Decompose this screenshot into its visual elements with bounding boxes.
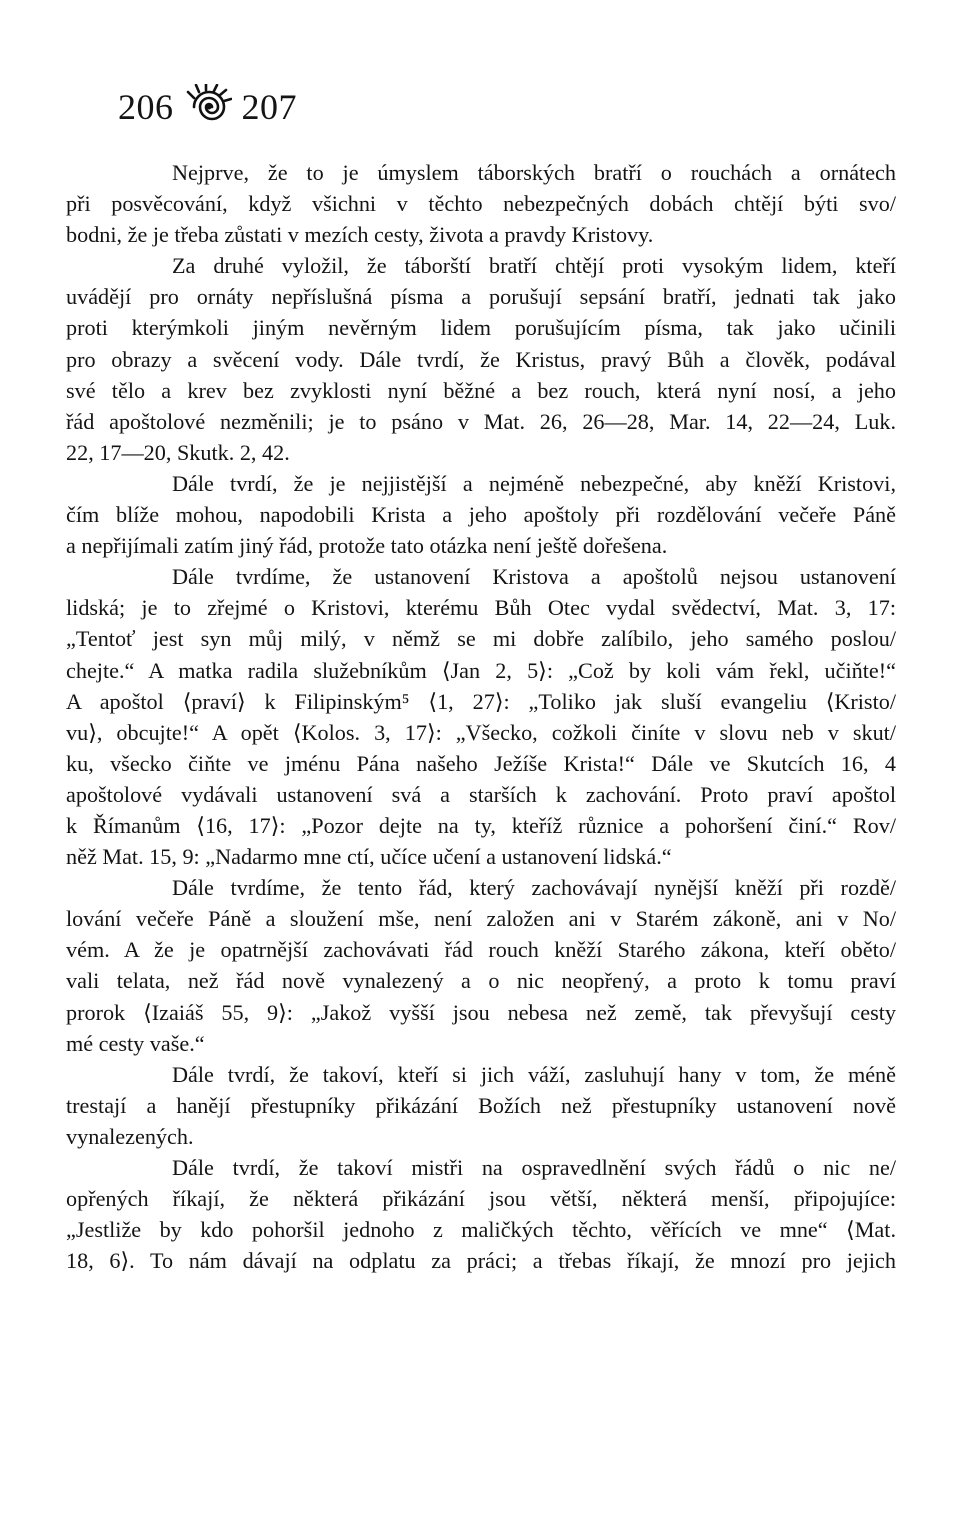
text-line: bodni, že je třeba zůstati v mezích cesty, života a pravdy Kristovy. — [66, 222, 654, 248]
text-line: Dále tvrdí, že takoví mistři na ospravedlnění svých řádů o nic ne/ — [172, 1155, 896, 1180]
text-line: opřených říkají, že některá přikázání jsou větší, některá menší, připojujíce: — [66, 1186, 896, 1212]
text-line: chejte.“ A matka radila služebníkům ⟨Jan 2, 5⟩: „Což by koli vám řekl, učiňte!“ — [66, 657, 896, 683]
text-line: apoštolové vydávali ustanovení svá a starších k zachování. Proto praví apoštol — [66, 781, 896, 807]
page-number-left: 206 — [118, 87, 174, 127]
text-line: uvádějí pro ornáty nepříslušná písma a porušují sepsání bratří, jednati tak jako — [66, 284, 896, 310]
text-line: A apoštol ⟨praví⟩ k Filipinským⁵ ⟨1, 27⟩: „Toliko jak sluší evangeliu ⟨Kristo/ — [66, 688, 896, 714]
text-line: Nejprve, že to je úmyslem táborských bratří o rouchách a ornátech — [172, 160, 896, 185]
text-line: vali telata, než řád nově vynalezený a o nic neopřený, a proto k tomu praví — [66, 968, 896, 994]
page-header — [118, 82, 297, 132]
text-line: vynalezených. — [66, 1123, 194, 1149]
text-line: lování večeře Páně a sloužení mše, není založen ani v Starém zákoně, ani v No/ — [66, 906, 896, 932]
text-line: „Jestliže by kdo pohoršil jednoho z maličkých těchto, věřících ve mne“ ⟨Mat. — [66, 1217, 896, 1243]
body-text — [66, 157, 896, 1276]
text-line: trestají a hanějí přestupníky přikázání Božích než přestupníky ustanovení nově — [66, 1092, 896, 1118]
text-line: řád apoštolové nezměnili; je to psáno v Mat. 26, 26—28, Mar. 14, 22—24, Luk. — [66, 408, 896, 434]
text-line: vu⟩, obcujte!“ A opět ⟨Kolos. 3, 17⟩: „Všecko, cožkoli činíte v slovu neb v skut/ — [66, 719, 896, 745]
text-line: Dále tvrdí, že takoví, kteří si jich váží, zasluhují hany v tom, že méně — [172, 1061, 896, 1087]
text-line: 22, 17—20, Skutk. 2, 42. — [66, 439, 290, 465]
text-line: k Římanům ⟨16, 17⟩: „Pozor dejte na ty, kteříž různice a pohoršení činí.“ Rov/ — [66, 812, 896, 838]
text-line: lidská; je to zřejmé o Kristovi, kterému Bůh Otec vydal svědectví, Mat. 3, 17: — [66, 595, 896, 621]
text-line: vém. A že je opatrnější zachovávati řád rouch kněží Starého zákona, kteří oběto/ — [66, 937, 896, 963]
text-line: „Tentoť jest syn můj milý, v němž se mi dobře zalíbilo, jeho samého poslou/ — [66, 626, 896, 652]
text-line: Dále tvrdí, že je nejjistější a nejméně nebezpečné, aby kněží Kristovi, — [172, 470, 896, 496]
text-line: pro obrazy a svěcení vody. Dále tvrdí, že Kristus, pravý Bůh a člověk, podával — [66, 346, 896, 372]
text-line: prorok ⟨Izaiáš 55, 9⟩: „Jakož vyšší jsou nebesa než země, tak převyšují cesty — [66, 999, 896, 1025]
text-line: Dále tvrdíme, že ustanovení Kristova a apoštolů nejsou ustanovení — [172, 564, 896, 590]
text-line: Za druhé vyložil, že táborští bratří chtějí proti vysokým lidem, kteří — [172, 253, 896, 279]
text-line: ku, všecko čiňte ve jménu Pána našeho Ježíše Krista!“ Dále ve Skutcích 16, 4 — [66, 750, 896, 776]
text-line: něž Mat. 15, 9: „Nadarmo mne ctí, učíce učení a ustanovení lidská.“ — [66, 844, 672, 870]
swirl-ornament-icon — [186, 84, 232, 130]
page-number-right: 207 — [241, 87, 297, 127]
text-line: své tělo a krev bez zvyklosti nyní běžné a bez rouch, která nyní nosí, a jeho — [66, 377, 896, 403]
text-line: a nepřijímali zatím jiný řád, protože tato otázka není ještě dořešena. — [66, 533, 668, 559]
text-line: Dále tvrdíme, že tento řád, který zachovávají nynější kněží při rozdě/ — [172, 875, 896, 901]
text-line: proti kterýmkoli jiným nevěrným lidem porušujícím písma, tak jako učinili — [66, 315, 896, 341]
text-line: při posvěcování, když všichni v těchto nebezpečných dobách chtějí býti svo/ — [66, 191, 896, 217]
text-line: mé cesty vaše.“ — [66, 1030, 205, 1056]
text-line: čím blíže mohou, napodobili Krista a jeho apoštoly při rozdělování večeře Páně — [66, 502, 896, 528]
text-line: 18, 6⟩. To nám dávají na odplatu za práci; a třebas říkají, že mnozí pro jejich — [66, 1248, 896, 1274]
